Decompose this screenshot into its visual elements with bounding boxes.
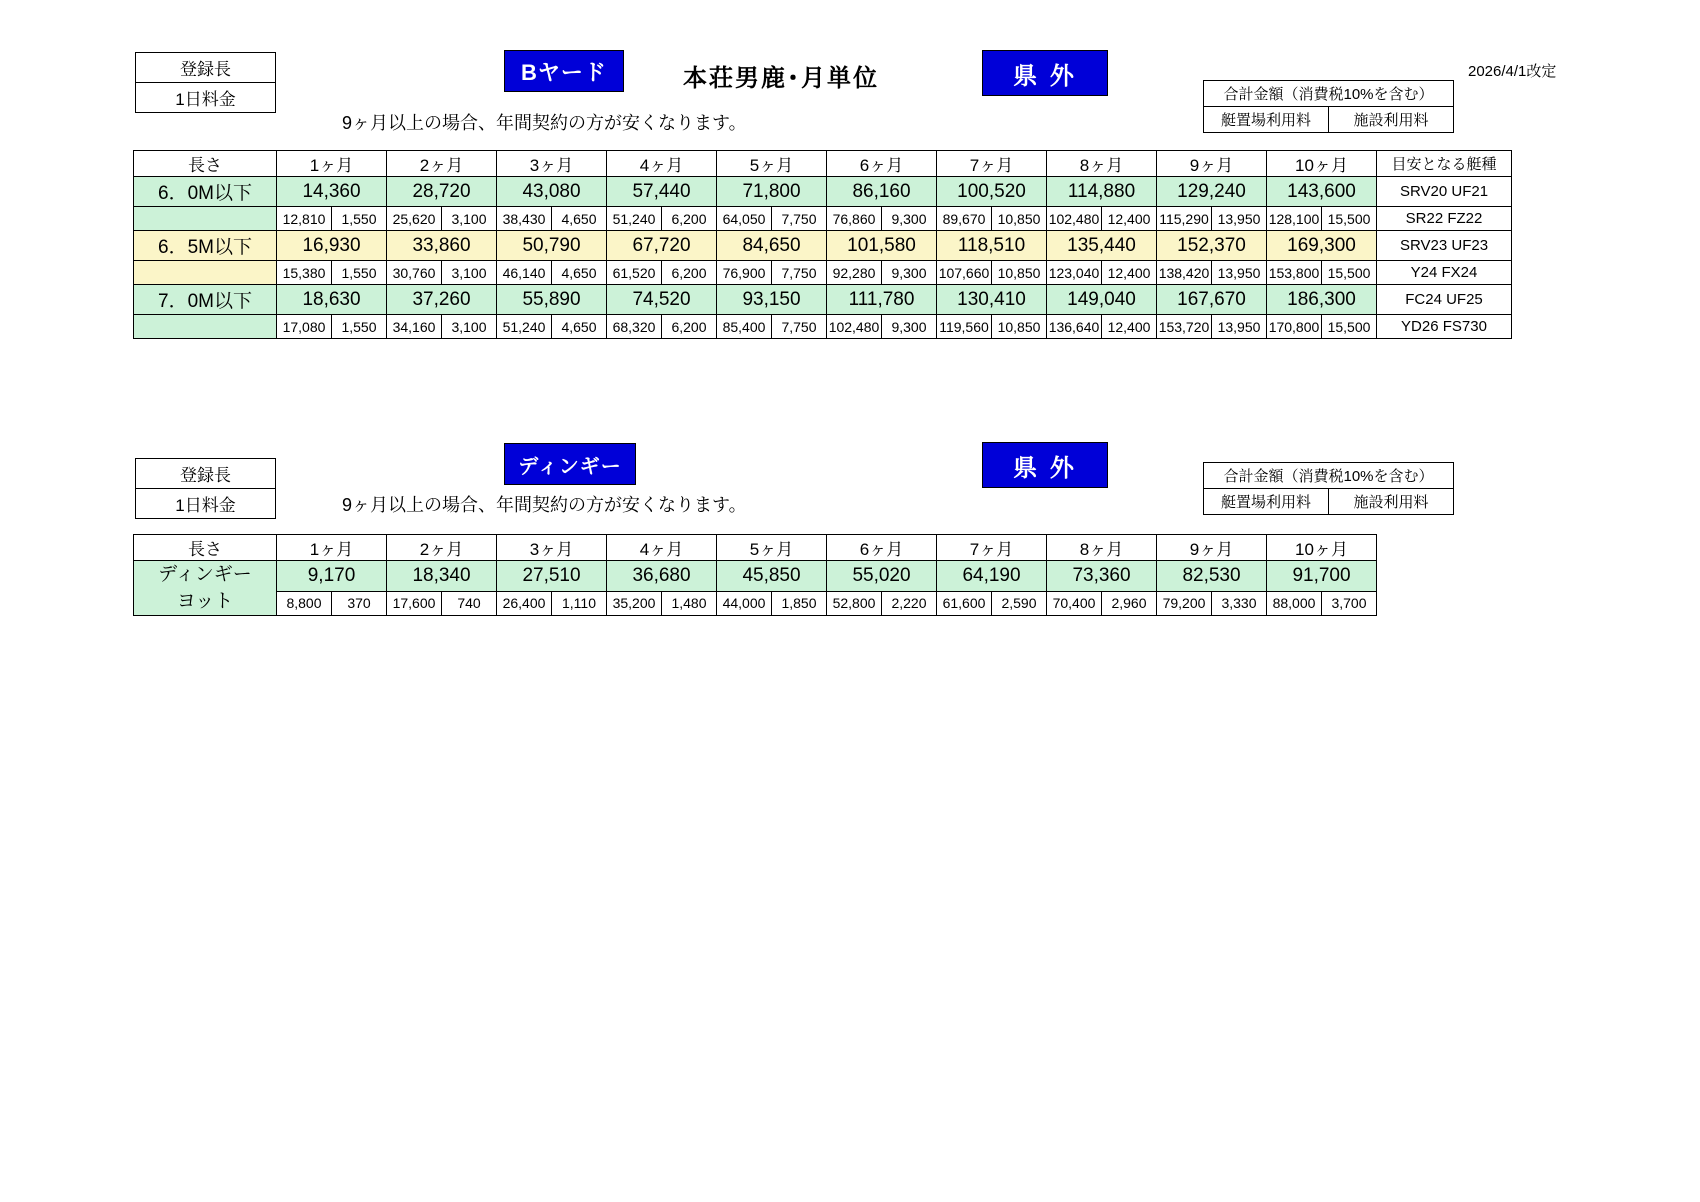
section1-summary-table — [1203, 80, 1454, 133]
boat-type-cell: FC24 UF25 — [1377, 285, 1512, 315]
facility-fee: 3,700 — [1331, 595, 1367, 612]
section1-summary-box — [1203, 80, 1454, 133]
section2-summary-col1: 艇置場利用料 — [1204, 489, 1329, 515]
section2-reg-table — [135, 458, 276, 519]
total-price-cell: 33,860 — [387, 231, 497, 261]
section1-note: 9ヶ月以上の場合、年間契約の方が安くなります。 — [342, 113, 747, 133]
facility-fee: 1,110 — [562, 595, 596, 612]
yard-fee: 76,900 — [717, 261, 772, 284]
breakdown-cell — [717, 207, 827, 231]
yard-fee: 138,420 — [1157, 261, 1212, 284]
breakdown-cell — [937, 207, 1047, 231]
row-length-label: 7．0M以下 — [134, 285, 277, 315]
row-spacer-cell — [134, 315, 277, 339]
yard-fee: 61,600 — [937, 592, 992, 615]
section2-note: 9ヶ月以上の場合、年間契約の方が安くなります。 — [342, 495, 747, 515]
section1-day-label: 1日料金 — [136, 83, 276, 113]
total-price-cell: 82,530 — [1157, 561, 1267, 592]
section2-reg-label: 登録長 — [136, 459, 276, 489]
breakdown-cell — [497, 591, 607, 615]
dinghy-label-line1: ディンギー — [158, 564, 252, 585]
yard-fee: 102,480 — [1047, 207, 1102, 230]
total-price-cell: 114,880 — [1047, 177, 1157, 207]
breakdown-cell — [387, 315, 497, 339]
breakdown-cell — [1047, 591, 1157, 615]
column-header: 9ヶ月 — [1157, 535, 1267, 561]
column-header: 4ヶ月 — [607, 151, 717, 177]
breakdown-cell — [937, 261, 1047, 285]
table-row — [134, 561, 1377, 592]
facility-fee: 7,750 — [781, 264, 817, 281]
column-header: 5ヶ月 — [717, 151, 827, 177]
facility-fee: 13,950 — [1217, 318, 1261, 335]
breakdown-cell — [497, 315, 607, 339]
total-price-cell: 86,160 — [827, 177, 937, 207]
yard-fee: 92,280 — [827, 261, 882, 284]
table-subrow — [134, 207, 1512, 231]
facility-fee: 1,850 — [781, 595, 817, 612]
breakdown-cell — [277, 207, 387, 231]
breakdown-cell — [717, 591, 827, 615]
facility-fee: 13,950 — [1217, 210, 1261, 227]
facility-fee: 1,550 — [341, 210, 377, 227]
table-row — [134, 177, 1512, 207]
yard-fee: 17,600 — [387, 592, 442, 615]
yard-fee: 85,400 — [717, 315, 772, 338]
total-price-cell: 91,700 — [1267, 561, 1377, 592]
facility-fee: 4,650 — [561, 318, 597, 335]
breakdown-cell — [827, 315, 937, 339]
yard-fee: 52,800 — [827, 592, 882, 615]
row-spacer-cell — [134, 207, 277, 231]
boat-type-sub-cell: Y24 FX24 — [1377, 261, 1512, 285]
table-header-row — [134, 535, 1377, 561]
total-price-cell: 55,890 — [497, 285, 607, 315]
yard-fee: 136,640 — [1047, 315, 1102, 338]
total-price-cell: 152,370 — [1157, 231, 1267, 261]
section2-region-badge: 県 外 — [982, 442, 1108, 488]
column-header: 5ヶ月 — [717, 535, 827, 561]
breakdown-cell — [937, 315, 1047, 339]
section1-region-badge: 県 外 — [982, 50, 1108, 96]
facility-fee: 2,220 — [891, 595, 927, 612]
total-price-cell: 9,170 — [277, 561, 387, 592]
column-header: 6ヶ月 — [827, 535, 937, 561]
yard-fee: 35,200 — [607, 592, 662, 615]
column-header: 10ヶ月 — [1267, 151, 1377, 177]
total-price-cell: 43,080 — [497, 177, 607, 207]
total-price-cell: 57,440 — [607, 177, 717, 207]
section1-summary-col2: 施設利用料 — [1329, 107, 1454, 133]
breakdown-cell — [827, 261, 937, 285]
section1-reg-table — [135, 52, 276, 113]
table-header-row — [134, 151, 1512, 177]
yard-fee: 107,660 — [937, 261, 992, 284]
yard-fee: 38,430 — [497, 207, 552, 230]
column-header: 7ヶ月 — [937, 535, 1047, 561]
boat-type-sub-cell: YD26 FS730 — [1377, 315, 1512, 339]
facility-fee: 10,850 — [997, 318, 1041, 335]
yard-fee: 46,140 — [497, 261, 552, 284]
column-header: 4ヶ月 — [607, 535, 717, 561]
total-price-cell: 27,510 — [497, 561, 607, 592]
yard-fee: 79,200 — [1157, 592, 1212, 615]
breakdown-cell — [717, 261, 827, 285]
breakdown-cell — [607, 261, 717, 285]
document-title: 本荘男鹿･月単位 — [683, 65, 879, 92]
yard-fee: 68,320 — [607, 315, 662, 338]
facility-fee: 3,100 — [451, 264, 487, 281]
yard-fee: 153,720 — [1157, 315, 1212, 338]
breakdown-cell — [1047, 207, 1157, 231]
breakdown-cell — [1267, 315, 1377, 339]
column-header: 10ヶ月 — [1267, 535, 1377, 561]
yard-fee: 17,080 — [277, 315, 332, 338]
total-price-cell: 55,020 — [827, 561, 937, 592]
facility-fee: 12,400 — [1107, 264, 1151, 281]
table-subrow — [134, 591, 1377, 615]
total-price-cell: 28,720 — [387, 177, 497, 207]
yard-fee: 115,290 — [1157, 207, 1212, 230]
total-price-cell: 14,360 — [277, 177, 387, 207]
facility-fee: 1,550 — [341, 318, 377, 335]
total-price-cell: 18,630 — [277, 285, 387, 315]
column-header: 1ヶ月 — [277, 151, 387, 177]
breakdown-cell — [1157, 315, 1267, 339]
column-header: 7ヶ月 — [937, 151, 1047, 177]
table-row — [134, 285, 1512, 315]
column-header: 1ヶ月 — [277, 535, 387, 561]
facility-fee: 7,750 — [781, 210, 817, 227]
section2-price-table — [133, 534, 1377, 616]
total-price-cell: 73,360 — [1047, 561, 1157, 592]
yard-fee: 119,560 — [937, 315, 992, 338]
column-header: 目安となる艇種 — [1377, 151, 1512, 177]
yard-fee: 34,160 — [387, 315, 442, 338]
section2-summary-title: 合計金額（消費税10%を含む） — [1204, 463, 1454, 489]
total-price-cell: 36,680 — [607, 561, 717, 592]
section2-reg-box — [135, 458, 276, 519]
facility-fee: 9,300 — [891, 264, 927, 281]
column-header: 3ヶ月 — [497, 535, 607, 561]
column-header: 6ヶ月 — [827, 151, 937, 177]
total-price-cell: 18,340 — [387, 561, 497, 592]
facility-fee: 370 — [347, 595, 371, 612]
total-price-cell: 67,720 — [607, 231, 717, 261]
column-header: 8ヶ月 — [1047, 535, 1157, 561]
yard-fee: 15,380 — [277, 261, 332, 284]
breakdown-cell — [607, 315, 717, 339]
total-price-cell: 129,240 — [1157, 177, 1267, 207]
yard-fee: 64,050 — [717, 207, 772, 230]
column-header: 長さ — [134, 535, 277, 561]
breakdown-cell — [387, 261, 497, 285]
total-price-cell: 130,410 — [937, 285, 1047, 315]
section1-reg-label: 登録長 — [136, 53, 276, 83]
total-price-cell: 149,040 — [1047, 285, 1157, 315]
breakdown-cell — [497, 261, 607, 285]
yard-fee: 89,670 — [937, 207, 992, 230]
total-price-cell: 64,190 — [937, 561, 1047, 592]
breakdown-cell — [1157, 207, 1267, 231]
breakdown-cell — [1157, 261, 1267, 285]
yard-fee: 61,520 — [607, 261, 662, 284]
total-price-cell: 71,800 — [717, 177, 827, 207]
total-price-cell: 135,440 — [1047, 231, 1157, 261]
breakdown-cell — [937, 591, 1047, 615]
breakdown-cell — [1267, 591, 1377, 615]
facility-fee: 6,200 — [671, 210, 707, 227]
facility-fee: 12,400 — [1107, 210, 1151, 227]
boat-type-cell: SRV23 UF23 — [1377, 231, 1512, 261]
section2-table-wrap — [133, 534, 1377, 616]
total-price-cell: 93,150 — [717, 285, 827, 315]
yard-fee: 102,480 — [827, 315, 882, 338]
yard-fee: 51,240 — [607, 207, 662, 230]
facility-fee: 1,550 — [341, 264, 377, 281]
section2-yard-badge: ディンギー — [504, 443, 636, 485]
facility-fee: 6,200 — [671, 264, 707, 281]
breakdown-cell — [607, 207, 717, 231]
yard-fee: 170,800 — [1267, 315, 1322, 338]
breakdown-cell — [607, 591, 717, 615]
total-price-cell: 186,300 — [1267, 285, 1377, 315]
section2-summary-box — [1203, 462, 1454, 515]
yard-fee: 12,810 — [277, 207, 332, 230]
yard-fee: 76,860 — [827, 207, 882, 230]
total-price-cell: 111,780 — [827, 285, 937, 315]
yard-fee: 70,400 — [1047, 592, 1102, 615]
yard-fee: 30,760 — [387, 261, 442, 284]
section2-day-label: 1日料金 — [136, 489, 276, 519]
facility-fee: 3,100 — [451, 210, 487, 227]
section1-price-table — [133, 150, 1512, 339]
facility-fee: 15,500 — [1327, 318, 1371, 335]
section1-reg-box — [135, 52, 276, 113]
table-subrow — [134, 315, 1512, 339]
section1-yard-badge: Bヤード — [504, 50, 624, 92]
section2-summary-table — [1203, 462, 1454, 515]
facility-fee: 15,500 — [1327, 210, 1371, 227]
total-price-cell: 84,650 — [717, 231, 827, 261]
total-price-cell: 167,670 — [1157, 285, 1267, 315]
facility-fee: 7,750 — [781, 318, 817, 335]
facility-fee: 12,400 — [1107, 318, 1151, 335]
yard-fee: 8,800 — [277, 592, 332, 615]
breakdown-cell — [1267, 207, 1377, 231]
total-price-cell: 50,790 — [497, 231, 607, 261]
row-length-label: 6．5M以下 — [134, 231, 277, 261]
column-header: 2ヶ月 — [387, 151, 497, 177]
breakdown-cell — [827, 207, 937, 231]
breakdown-cell — [1267, 261, 1377, 285]
row-length-label: 6．0M以下 — [134, 177, 277, 207]
column-header: 長さ — [134, 151, 277, 177]
breakdown-cell — [277, 315, 387, 339]
column-header: 8ヶ月 — [1047, 151, 1157, 177]
facility-fee: 2,590 — [1001, 595, 1037, 612]
section1-table-wrap — [133, 150, 1512, 339]
total-price-cell: 143,600 — [1267, 177, 1377, 207]
yard-fee: 123,040 — [1047, 261, 1102, 284]
revision-date: 2026/4/1改定 — [1468, 63, 1557, 80]
facility-fee: 3,330 — [1221, 595, 1257, 612]
column-header: 9ヶ月 — [1157, 151, 1267, 177]
table-subrow — [134, 261, 1512, 285]
yard-fee: 25,620 — [387, 207, 442, 230]
breakdown-cell — [1047, 261, 1157, 285]
section1-summary-title: 合計金額（消費税10%を含む） — [1204, 81, 1454, 107]
yard-fee: 26,400 — [497, 592, 552, 615]
breakdown-cell — [717, 315, 827, 339]
facility-fee: 13,950 — [1217, 264, 1261, 281]
breakdown-cell — [387, 207, 497, 231]
table-row — [134, 231, 1512, 261]
yard-fee: 51,240 — [497, 315, 552, 338]
facility-fee: 6,200 — [671, 318, 707, 335]
facility-fee: 4,650 — [561, 264, 597, 281]
total-price-cell: 45,850 — [717, 561, 827, 592]
row-spacer-cell — [134, 261, 277, 285]
dinghy-label-line2: ヨット — [176, 591, 234, 612]
breakdown-cell — [1157, 591, 1267, 615]
section1-summary-col1: 艇置場利用料 — [1204, 107, 1329, 133]
yard-fee: 44,000 — [717, 592, 772, 615]
yard-fee: 88,000 — [1267, 592, 1322, 615]
breakdown-cell — [827, 591, 937, 615]
facility-fee: 9,300 — [891, 318, 927, 335]
boat-type-cell: SRV20 UF21 — [1377, 177, 1512, 207]
breakdown-cell — [277, 261, 387, 285]
breakdown-cell — [1047, 315, 1157, 339]
facility-fee: 10,850 — [997, 264, 1041, 281]
total-price-cell: 100,520 — [937, 177, 1047, 207]
breakdown-cell — [277, 591, 387, 615]
facility-fee: 10,850 — [997, 210, 1041, 227]
total-price-cell: 169,300 — [1267, 231, 1377, 261]
facility-fee: 2,960 — [1111, 595, 1147, 612]
total-price-cell: 37,260 — [387, 285, 497, 315]
facility-fee: 1,480 — [671, 595, 707, 612]
total-price-cell: 101,580 — [827, 231, 937, 261]
breakdown-cell — [497, 207, 607, 231]
yard-fee: 128,100 — [1267, 207, 1322, 230]
column-header: 2ヶ月 — [387, 535, 497, 561]
row-length-label — [134, 561, 277, 616]
total-price-cell: 118,510 — [937, 231, 1047, 261]
facility-fee: 9,300 — [891, 210, 927, 227]
column-header: 3ヶ月 — [497, 151, 607, 177]
facility-fee: 4,650 — [561, 210, 597, 227]
facility-fee: 740 — [457, 595, 481, 612]
yard-fee: 153,800 — [1267, 261, 1322, 284]
section2-summary-col2: 施設利用料 — [1329, 489, 1454, 515]
boat-type-sub-cell: SR22 FZ22 — [1377, 207, 1512, 231]
total-price-cell: 74,520 — [607, 285, 717, 315]
total-price-cell: 16,930 — [277, 231, 387, 261]
breakdown-cell — [387, 591, 497, 615]
facility-fee: 15,500 — [1327, 264, 1371, 281]
facility-fee: 3,100 — [451, 318, 487, 335]
